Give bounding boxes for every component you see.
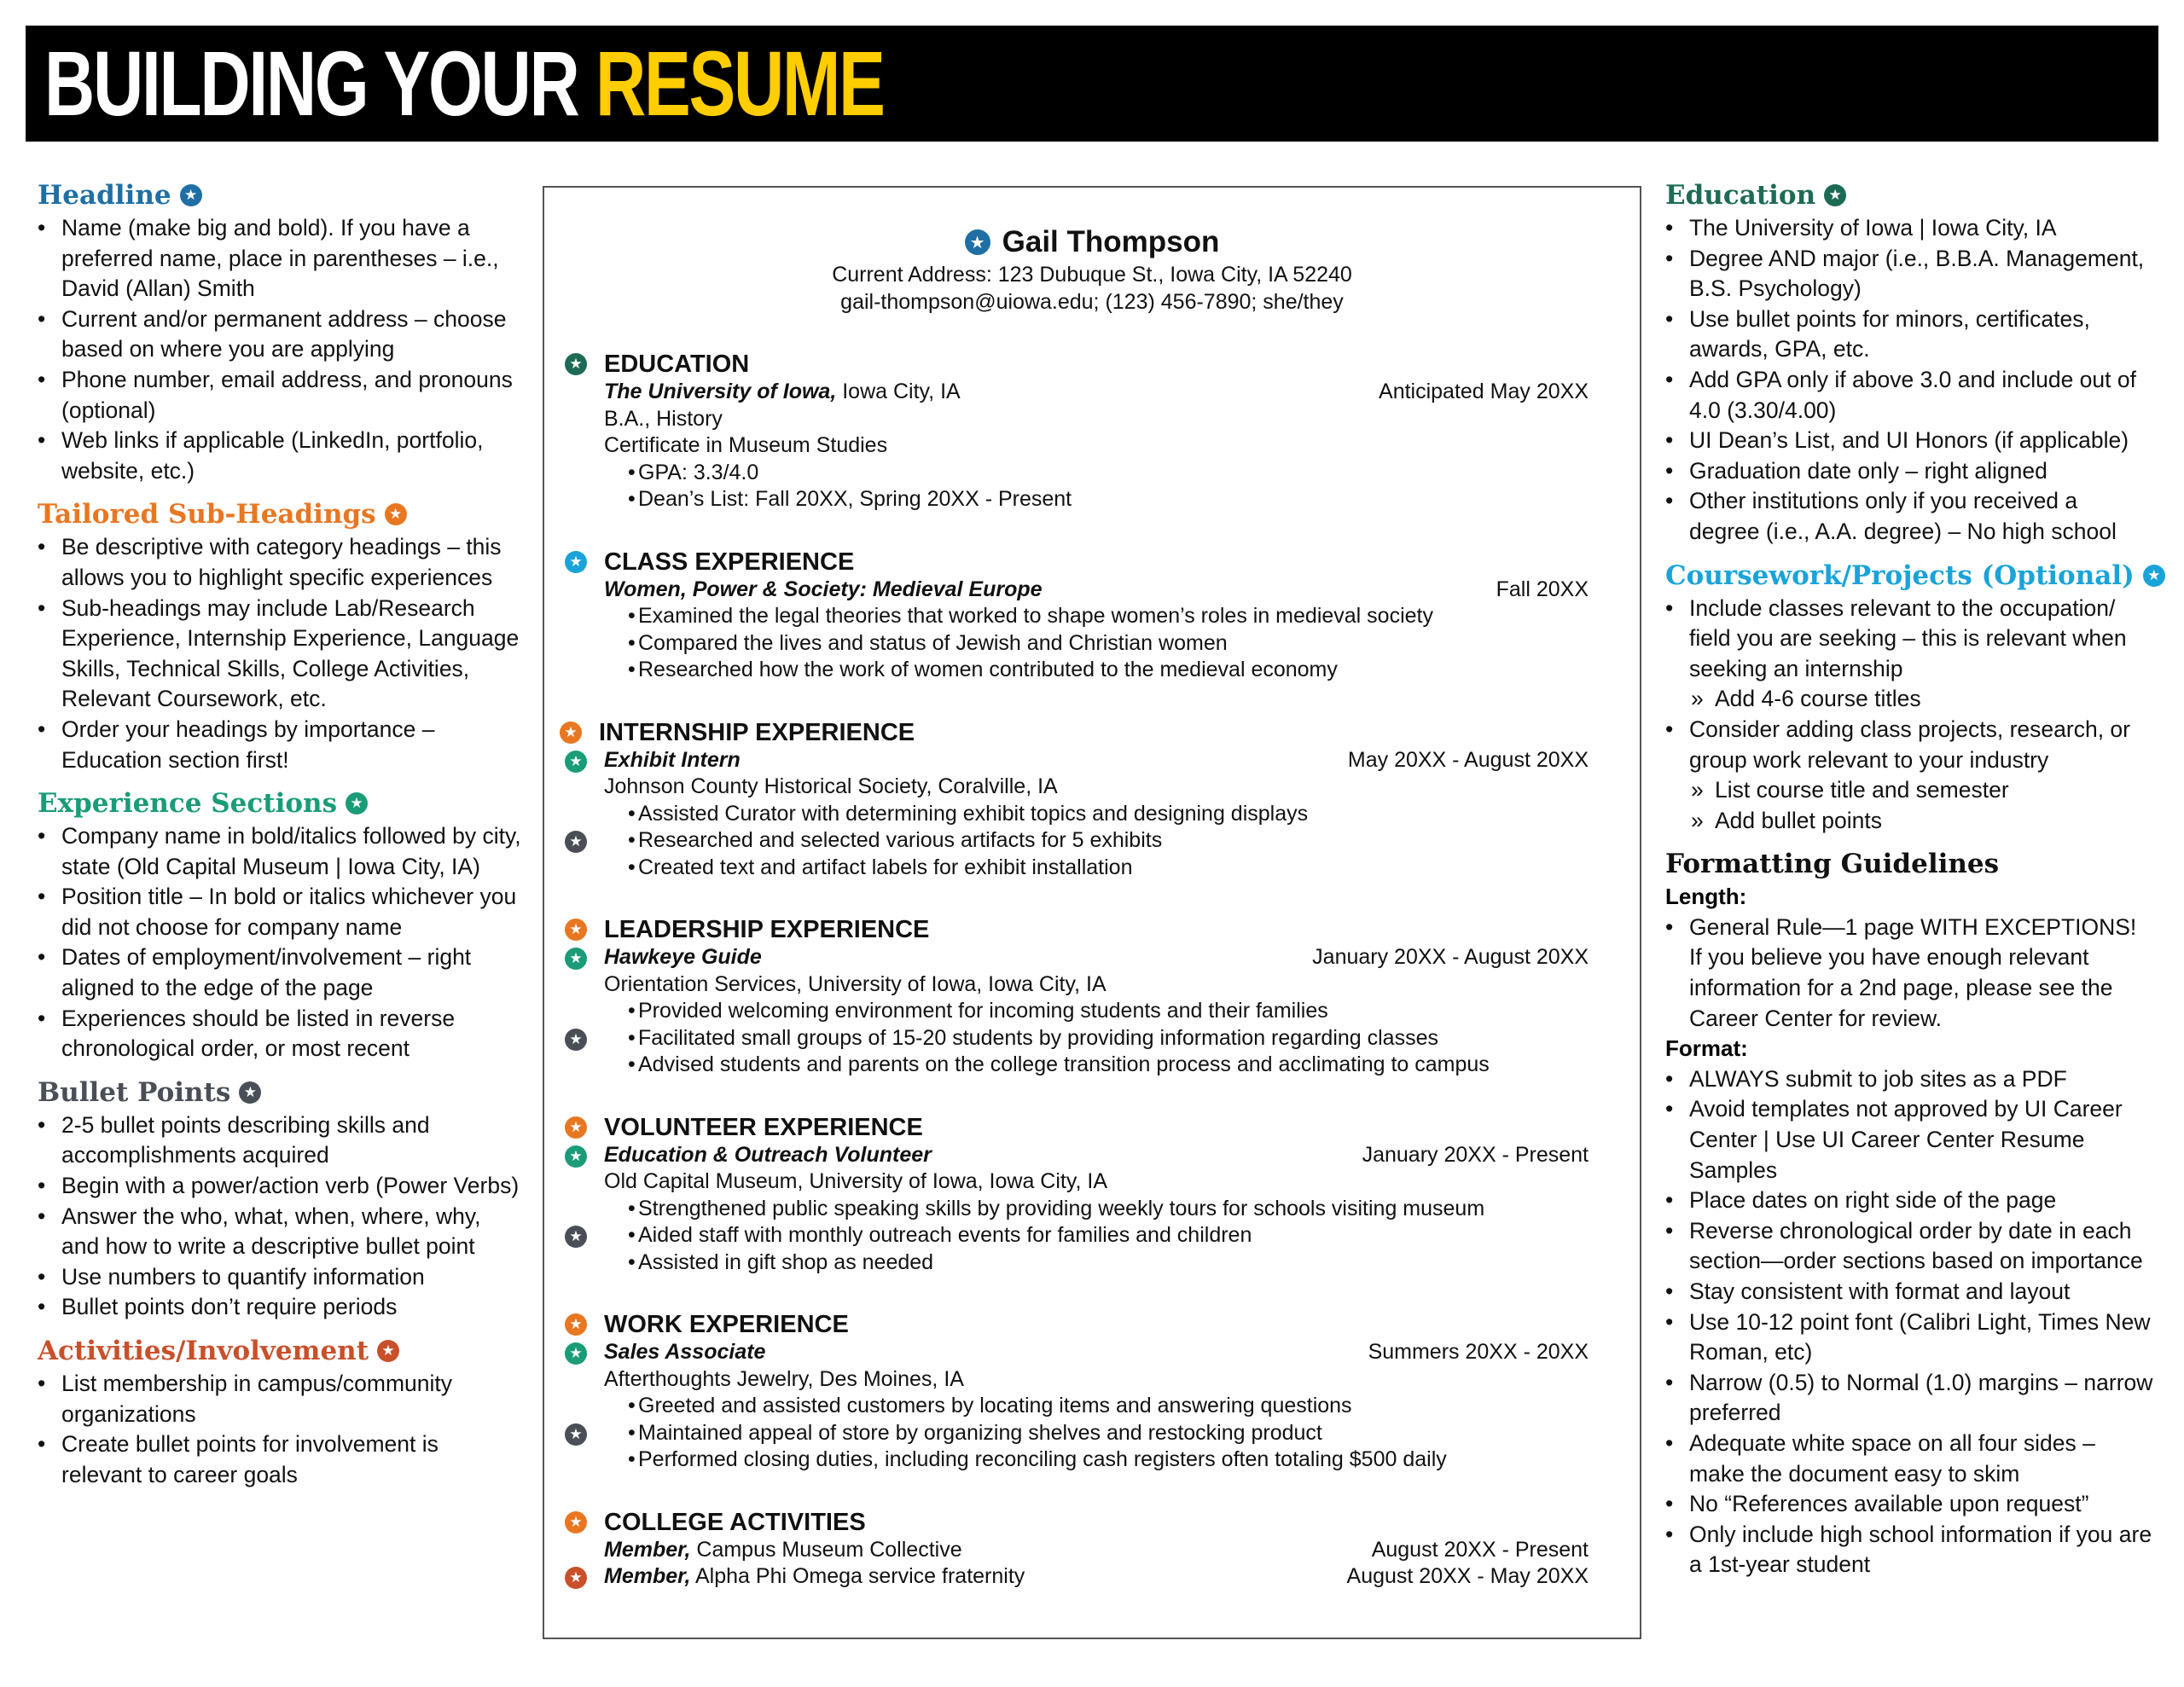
star-icon [565, 1423, 587, 1446]
star-icon [565, 1145, 587, 1168]
list-item: » List course title and semester [1665, 775, 2153, 806]
list-item: • Narrow (0.5) to Normal (1.0) margins – narrow preferred [1665, 1368, 2153, 1429]
list-item: • Include classes relevant to the occupation/ field you are seeking – this is relevant when seeking an internship [1665, 594, 2153, 685]
list-item: • Dates of employment/involvement – right aligned to the edge of the page [38, 942, 524, 1003]
list-item: ★ • Researched and selected various artifacts for 5 exhibits [604, 827, 1589, 855]
resume-activities: ★ COLLEGE ACTIVITIES Member, Campus Museum Collective August 20XX - Present ★ Member, Alpha Phi Omega service fraternity August 20XX - May 20XX [604, 1508, 1589, 1591]
list-item: • Consider adding class projects, research, or group work relevant to your industry [1665, 715, 2153, 775]
star-icon [565, 948, 587, 970]
resume-name: ★ Gail Thompson [544, 223, 1640, 261]
list-item: ★ • Aided staff with monthly outreach events for families and children [604, 1222, 1589, 1249]
list-item: • Add GPA only if above 3.0 and include out of 4.0 (3.30/4.00) [1665, 365, 2153, 426]
bullets-list [38, 1110, 524, 1323]
headline-list [38, 213, 524, 486]
resume-volunteer: ★ VOLUNTEER EXPERIENCE ★ Education & Outreach Volunteer January 20XX - Present Old Capital Museum, University of Iowa, Iowa City, IA • Strengthened public speaking skills by providing weekly tours for schools visiting museum ★ • Aided staff with monthly outreach events for families and children • Assisted in gift shop as needed [604, 1113, 1589, 1277]
list-item: • Greeted and assisted customers by locating items and answering questions [604, 1393, 1589, 1420]
list-item: » Add bullet points [1665, 806, 2153, 837]
list-item: » Add 4-6 course titles [1665, 684, 2153, 715]
section-heading: CLASS EXPERIENCE [604, 548, 855, 576]
length-label: Length: [1665, 884, 1747, 910]
subheadings-heading: Tailored Sub-Headings ★ [38, 496, 524, 532]
star-icon [346, 792, 368, 815]
list-item: • Provided welcoming environment for incoming students and their families [604, 998, 1589, 1025]
star-icon [565, 751, 587, 773]
list-item: • Bullet points don’t require periods [38, 1292, 524, 1323]
right-column [1665, 177, 2153, 1591]
bullets-heading: Bullet Points ★ [38, 1075, 524, 1110]
star-icon [565, 1226, 587, 1248]
list-item: • Position title – In bold or italics whichever you did not choose for company name [38, 882, 524, 942]
list-item: • Examined the legal theories that worked to shape women’s roles in medieval society [604, 603, 1589, 630]
star-icon [565, 1116, 587, 1139]
list-item: • Use numbers to quantify information [38, 1262, 524, 1293]
section-heading: LEADERSHIP EXPERIENCE [604, 916, 930, 943]
activities-list [38, 1369, 524, 1490]
star-icon [239, 1081, 261, 1104]
list-item: • Avoid templates not approved by UI Career Center | Use UI Career Center Resume Samples [1665, 1094, 2153, 1186]
list-item: • Be descriptive with category headings – this allows you to highlight specific experiences [38, 532, 524, 593]
section-heading: COLLEGE ACTIVITIES [604, 1508, 866, 1536]
list-item: • Begin with a power/action verb (Power Verbs) [38, 1171, 524, 1202]
resume-class-experience: ★ CLASS EXPERIENCE Women, Power & Society: Medieval Europe Fall 20XX • Examined the legal theories that worked to shape women’s roles in medieval society • Compared the lives and status of Jewish and Christian women • Researched how the work of women contributed to the medieval economy [604, 548, 1589, 684]
list-item: • No “References available upon request” [1665, 1489, 2153, 1520]
coursework-list [1665, 594, 2153, 837]
list-item: • Graduation date only – right aligned [1665, 456, 2153, 487]
star-icon [565, 551, 587, 573]
length-list [1665, 913, 2153, 1034]
section-heading: VOLUNTEER EXPERIENCE [604, 1113, 923, 1141]
list-item: • Compared the lives and status of Jewish and Christian women [604, 630, 1589, 658]
list-item: • Use 10-12 point font (Calibri Light, Times New Roman, etc) [1665, 1307, 2153, 1368]
list-item: • Place dates on right side of the page [1665, 1186, 2153, 1216]
format-label: Format: [1665, 1035, 1748, 1062]
star-icon [2143, 565, 2165, 587]
list-item: • Name (make big and bold). If you have a preferred name, place in parentheses – i.e., David (Allan) Smith [38, 213, 524, 304]
experience-heading: Experience Sections ★ [38, 786, 524, 821]
sample-resume [543, 186, 1641, 1639]
list-item: • Researched how the work of women contributed to the medieval economy [604, 657, 1589, 684]
section-heading: EDUCATION [604, 351, 750, 378]
list-item: • Performed closing duties, including reconciling cash registers often totaling $500 daily [604, 1446, 1589, 1474]
star-icon [565, 353, 587, 375]
list-item: • Experiences should be listed in reverse chronological order, or most recent [38, 1004, 524, 1064]
star-icon [565, 1029, 587, 1051]
list-item: • Sub-headings may include Lab/Research Experience, Internship Experience, Language Skills, Technical Skills, College Activities, Relevant Coursework, etc. [38, 594, 524, 715]
star-icon [1824, 184, 1846, 206]
star-icon [565, 831, 587, 853]
list-item: • Use bullet points for minors, certificates, awards, GPA, etc. [1665, 304, 2153, 365]
resume-education: ★ EDUCATION The University of Iowa, Iowa City, IA Anticipated May 20XX B.A., History Certificate in Museum Studies • GPA: 3.3/4.0 • Dean’s List: Fall 20XX, Spring 20XX - Present [604, 350, 1589, 513]
title-banner [26, 26, 2158, 142]
coursework-heading: Coursework/Projects (Optional) ★ [1665, 558, 2153, 594]
formatting-heading: Formatting Guidelines [1665, 849, 2000, 880]
list-item: • Dean’s List: Fall 20XX, Spring 20XX - Present [604, 486, 1589, 513]
list-item: • The University of Iowa | Iowa City, IA [1665, 213, 2153, 244]
education-heading: Education ★ [1665, 177, 2153, 213]
list-item: • Answer the who, what, when, where, why, and how to write a descriptive bullet point [38, 1202, 524, 1262]
list-item: • Assisted Curator with determining exhibit topics and designing displays [604, 801, 1589, 828]
list-item: • Degree AND major (i.e., B.B.A. Management, B.S. Psychology) [1665, 244, 2153, 304]
star-icon [565, 1313, 587, 1336]
resume-internship: ★ INTERNSHIP EXPERIENCE ★ Exhibit Intern May 20XX - August 20XX Johnson County Historical Society, Coralville, IA • Assisted Curator with determining exhibit topics and designing displays ★ • Researched and selected various artifacts for 5 exhibits • Created text and artifact labels for exhibit installation [604, 718, 1589, 882]
list-item: • ALWAYS submit to job sites as a PDF [1665, 1064, 2153, 1095]
list-item: • Assisted in gift shop as needed [604, 1249, 1589, 1277]
education-list [1665, 213, 2153, 548]
star-icon [565, 919, 587, 941]
list-item: • Other institutions only if you received a degree (i.e., A.A. degree) – No high school [1665, 486, 2153, 547]
resume-work: ★ WORK EXPERIENCE ★ Sales Associate Summers 20XX - 20XX Afterthoughts Jewelry, Des Moines, IA • Greeted and assisted customers by locating items and answering questions ★ • Maintained appeal of store by organizing shelves and restocking product • Performed closing duties, including reconciling cash registers often totaling $500 daily [604, 1310, 1589, 1474]
list-item: • General Rule—1 page WITH EXCEPTIONS! If you believe you have enough relevant information for a 2nd page, please see the Career Center for review. [1665, 913, 2153, 1034]
resume-address: Current Address: 123 Dubuque St., Iowa City, IA 52240 [832, 263, 1352, 287]
list-item: • Advised students and parents on the college transition process and acclimating to campus [604, 1052, 1589, 1079]
star-icon [565, 1511, 587, 1533]
section-heading: WORK EXPERIENCE [604, 1311, 849, 1338]
format-list [1665, 1064, 2153, 1580]
headline-heading: Headline ★ [38, 177, 524, 213]
section-heading: INTERNSHIP EXPERIENCE [599, 718, 915, 746]
list-item: • List membership in campus/community organizations [38, 1369, 524, 1429]
resume-contact: gail-thompson@uiowa.edu; (123) 456-7890; she/they [840, 290, 1344, 314]
list-item: • Strengthened public speaking skills by providing weekly tours for schools visiting museum [604, 1196, 1589, 1223]
list-item: ★ • Facilitated small groups of 15-20 students by providing information regarding classes [604, 1025, 1589, 1052]
resume-leadership: ★ LEADERSHIP EXPERIENCE ★ Hawkeye Guide January 20XX - August 20XX Orientation Services, University of Iowa, Iowa City, IA • Provided welcoming environment for incoming students and their families ★ • Facilitated small groups of 15-20 students by providing information regarding classes • Advised students and parents on the college transition process and acclimating to campus [604, 915, 1589, 1079]
list-item: • Reverse chronological order by date in each section—order sections based on importance [1665, 1216, 2153, 1277]
list-item: • 2-5 bullet points describing skills and accomplishments acquired [38, 1110, 524, 1171]
list-item: • Current and/or permanent address – choose based on where you are applying [38, 304, 524, 365]
list-item: • Company name in bold/italics followed by city, state (Old Capital Museum | Iowa City, IA) [38, 821, 524, 882]
list-item: • Created text and artifact labels for exhibit installation [604, 855, 1589, 882]
activities-heading: Activities/Involvement ★ [38, 1333, 524, 1369]
star-icon [385, 503, 407, 525]
experience-list [38, 821, 524, 1064]
left-column [38, 177, 524, 1500]
list-item: • GPA: 3.3/4.0 [604, 460, 1589, 487]
list-item: • Only include high school information if you are a 1st-year student [1665, 1520, 2153, 1580]
star-icon [565, 1342, 587, 1365]
list-item: • Order your headings by importance – Education section first! [38, 715, 524, 775]
star-icon [565, 1567, 587, 1589]
page-title: BUILDING YOUR RESUME [44, 32, 884, 135]
list-item: • Stay consistent with format and layout [1665, 1277, 2153, 1307]
list-item: • UI Dean’s List, and UI Honors (if applicable) [1665, 426, 2153, 456]
list-item: • Phone number, email address, and pronouns (optional) [38, 365, 524, 426]
list-item: • Web links if applicable (LinkedIn, portfolio, website, etc.) [38, 426, 524, 486]
subheadings-list [38, 532, 524, 775]
list-item: • Adequate white space on all four sides – make the document easy to skim [1665, 1429, 2153, 1489]
star-icon [560, 722, 582, 744]
star-icon [965, 229, 990, 255]
list-item: • Create bullet points for involvement is relevant to career goals [38, 1429, 524, 1490]
star-icon [180, 184, 202, 206]
star-icon [377, 1340, 399, 1362]
list-item: ★ • Maintained appeal of store by organizing shelves and restocking product [604, 1420, 1589, 1447]
